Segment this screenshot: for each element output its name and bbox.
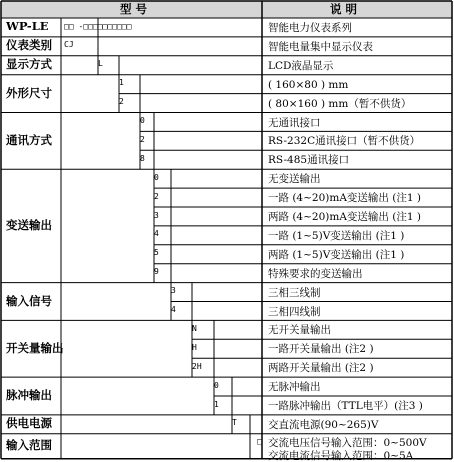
code-cell: □□ -□□□□□□□□□□	[64, 21, 132, 31]
description-text: 无开关量输出	[268, 324, 331, 337]
code-cell: 0	[154, 172, 159, 182]
group-label: 外形尺寸	[6, 85, 52, 100]
code-cell: CJ	[64, 40, 74, 50]
description-text: 智能电量集中显示仪表	[268, 40, 373, 53]
group-label: 显示方式	[6, 57, 52, 72]
description-text: 无变送输出	[268, 173, 321, 186]
code-cell: 0	[214, 380, 219, 390]
description-text: LCD液晶显示	[268, 59, 334, 72]
header-background	[1, 1, 452, 18]
description-text: 两路 (4~20)mA变送输出 (注1 )	[268, 211, 421, 223]
description-text: 一路脉冲输出（TTL电平）(注3 )	[268, 400, 423, 412]
code-cell: 3	[171, 286, 176, 296]
code-cell: N	[192, 323, 197, 333]
group-label: 通讯方式	[6, 132, 52, 147]
description-text: ( 80×160 ) mm（暂不供货）	[268, 97, 412, 110]
code-cell: □	[257, 437, 262, 447]
group-label: WP-LE	[6, 19, 49, 34]
description-text: 交流电压信号输入范围：0~500V	[268, 436, 427, 449]
header-description: 说 明	[330, 2, 358, 16]
description-text: 三相四线制	[268, 305, 321, 318]
group-label: 脉冲输出	[6, 388, 52, 402]
code-cell: 2	[140, 134, 145, 144]
description-text: 交直流电源(90~265)V	[268, 418, 379, 431]
description-text: 一路 (1~5)V变送输出 (注1 )	[268, 229, 405, 242]
code-cell: 2H	[192, 361, 202, 371]
description-text: 两路 (1~5)V变送输出 (注1 )	[268, 248, 405, 261]
code-cell: 2	[119, 97, 124, 107]
group-label: 变送输出	[6, 217, 52, 232]
description-text: RS-232C通讯接口（暂不供货）	[268, 135, 421, 148]
code-cell: 0	[140, 116, 145, 125]
code-cell: 4	[154, 229, 159, 239]
code-cell: 5	[154, 248, 159, 258]
code-cell: L	[98, 59, 103, 69]
description-text: 一路 (4~20)mA变送输出 (注1 )	[268, 192, 421, 205]
description-text: 一路开关量输出 (注2 )	[268, 343, 374, 356]
description-text: 无通讯接口	[268, 116, 321, 129]
group-label: 输入信号	[6, 293, 52, 308]
code-cell: 8	[140, 153, 145, 163]
description-text: 两路开关量输出 (注2 )	[268, 362, 374, 375]
code-cell: 3	[154, 210, 159, 220]
code-cell: 1	[214, 399, 219, 409]
group-label: 仪表类别	[6, 38, 52, 53]
description-text: 无脉冲输出	[268, 381, 321, 394]
description-text: ( 160×80 ) mm	[268, 78, 349, 91]
description-text: 三相三线制	[268, 286, 321, 299]
description-text-2: 交流电流信号输入范围：0~5A	[268, 449, 414, 462]
code-cell: 4	[171, 305, 176, 314]
code-cell: 9	[154, 267, 159, 277]
group-label: 供电电源	[6, 416, 52, 431]
description-text: RS-485通讯接口	[268, 154, 350, 167]
code-cell: 2	[154, 191, 159, 201]
group-label: 开关量输出	[6, 340, 64, 355]
description-text: 智能电力仪表系列	[268, 22, 352, 34]
group-label: 输入范围	[6, 438, 52, 453]
header-model: 型 号	[120, 2, 148, 16]
code-cell: T	[232, 418, 237, 428]
code-cell: H	[192, 342, 197, 352]
code-cell: 1	[119, 78, 124, 88]
description-text: 特殊要求的变送输出	[268, 267, 363, 280]
